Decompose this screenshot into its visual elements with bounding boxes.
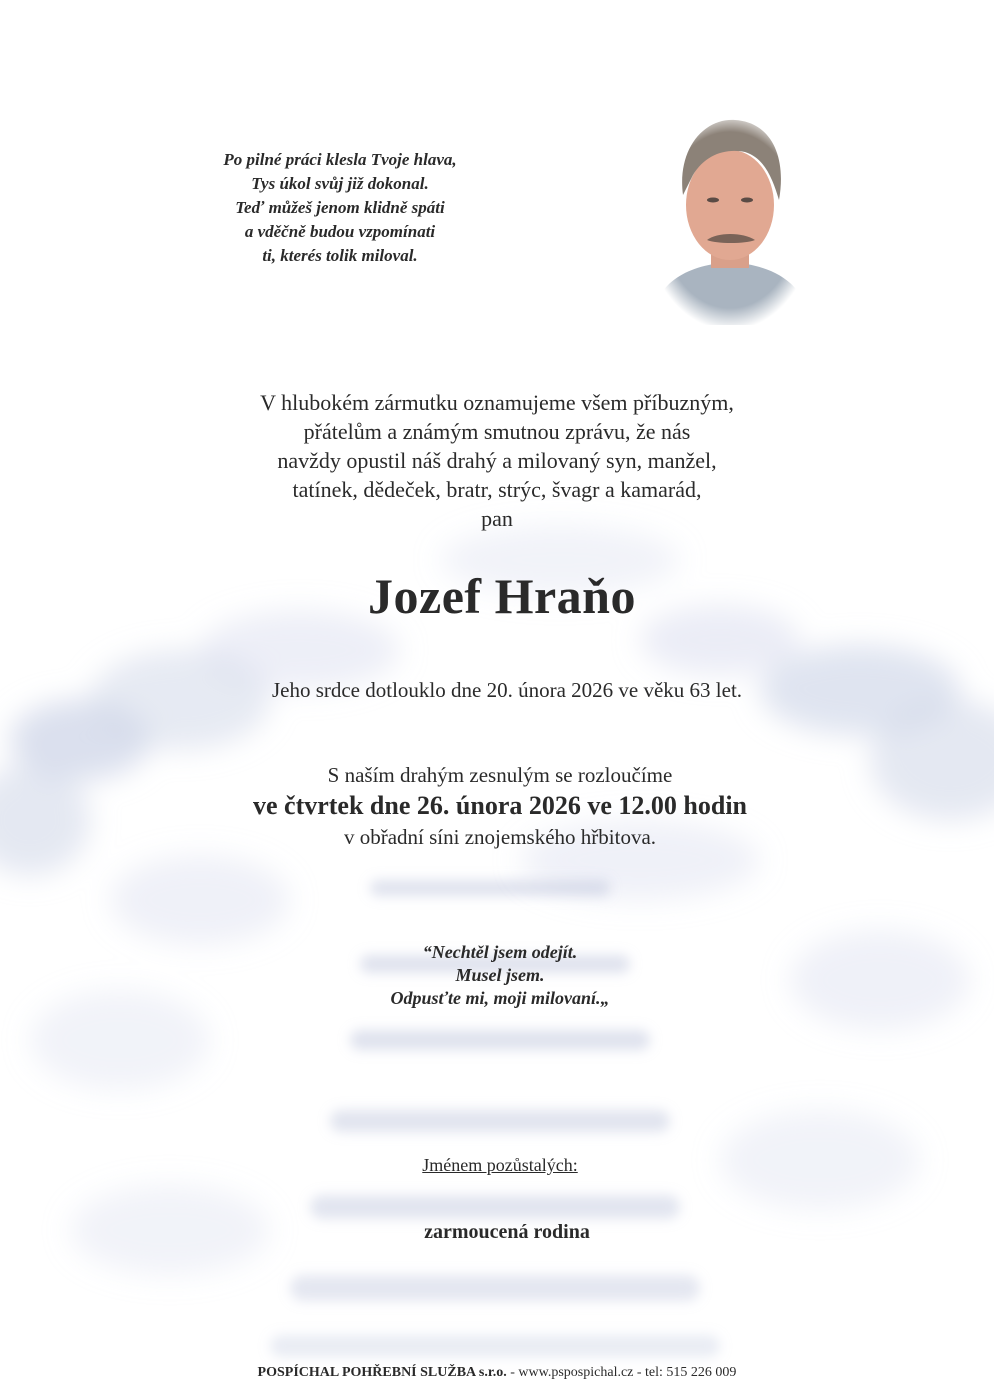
stair-step — [310, 1195, 680, 1219]
poem-line: ti, kterés tolik miloval. — [262, 246, 418, 265]
farewell-intro: S naším drahým zesnulým se rozloučíme — [327, 763, 673, 787]
footer-contact: - www.pspospichal.cz - tel: 515 226 009 — [506, 1365, 737, 1380]
announcement-line: V hlubokém zármutku oznamujeme všem příbuzným, — [260, 390, 734, 415]
farewell-block — [150, 760, 850, 852]
death-notice: Jeho srdce dotlouklo dne 20. února 2026 ve věku 63 let. — [271, 678, 743, 702]
footer — [150, 1364, 844, 1382]
stair-step — [290, 1275, 700, 1301]
quote-line: “Nechtěl jsem odejít. — [422, 942, 578, 962]
stair-step — [350, 1030, 650, 1050]
footer-company: POSPÍCHAL POHŘEBNÍ SLUŽBA s.r.o. — [257, 1365, 507, 1380]
poem-line: a vděčně budou vzpomínati — [244, 222, 436, 241]
announcement-line: navždy opustil náš drahý a milovaný syn, manžel, — [277, 448, 717, 473]
poem-line: Tys úkol svůj již dokonal. — [251, 174, 429, 193]
signature-label: Jménem pozůstalých: — [422, 1155, 578, 1175]
announcement-line: tatínek, dědeček, bratr, strýc, švagr a kamarád, — [292, 477, 702, 502]
farewell-place: v obřadní síni znojemského hřbitova. — [343, 825, 657, 849]
quote — [330, 941, 670, 1010]
quote-line: Musel jsem. — [455, 965, 545, 985]
signature-family: zarmoucená rodina — [424, 1221, 590, 1243]
stair-step — [270, 1335, 720, 1357]
stair-step — [370, 880, 610, 896]
announcement-line: přátelům a známým smutnou zprávu, že nás — [303, 419, 691, 444]
portrait-photo — [645, 110, 815, 330]
quote-line: Odpusťte mi, moji milovaní.„ — [390, 988, 610, 1008]
poem — [190, 148, 490, 268]
announcement — [197, 388, 797, 533]
poem-line: Teď můžeš jenom klidně spáti — [235, 198, 445, 217]
announcement-line: pan — [481, 506, 513, 531]
poem-line: Po pilné práci klesla Tvoje hlava, — [223, 150, 457, 169]
farewell-datetime: ve čtvrtek dne 26. února 2026 ve 12.00 hodin — [253, 791, 747, 820]
deceased-name: Jozef Hraňo — [368, 568, 636, 624]
stair-step — [330, 1110, 670, 1132]
